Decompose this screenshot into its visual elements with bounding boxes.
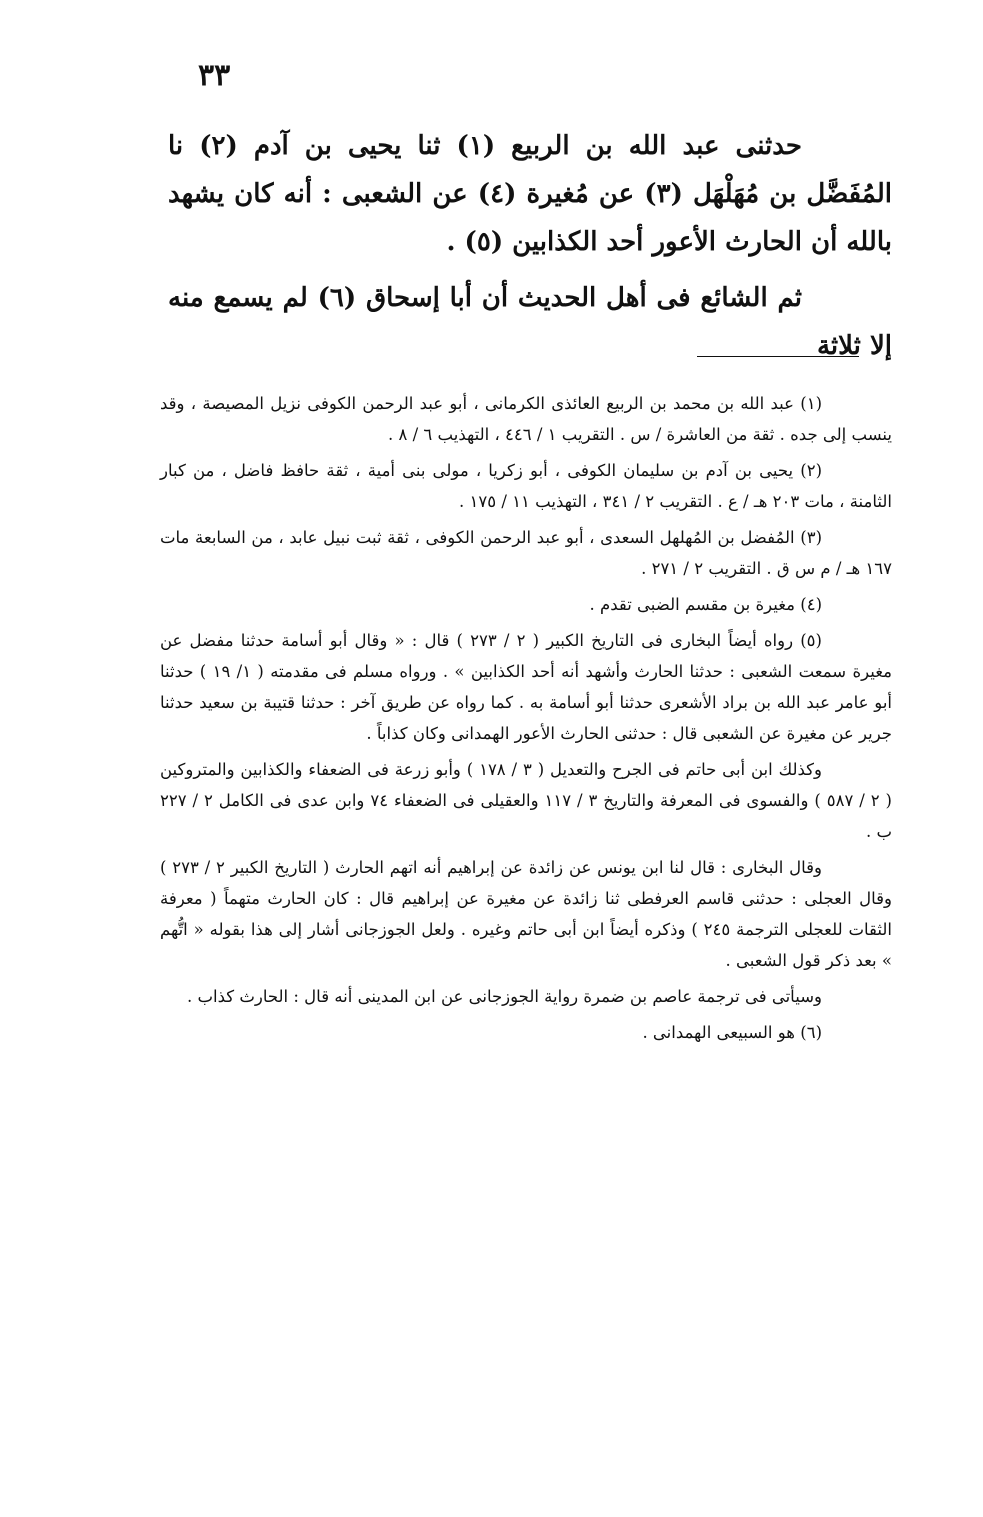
footnote-separator bbox=[697, 356, 859, 357]
footnotes bbox=[160, 388, 892, 1053]
footnote-5-continued-c: وسيأتى فى ترجمة عاصم بن ضمرة رواية الجوزجانى عن ابن المدينى أنه قال : الحارث كذاب . bbox=[186, 987, 822, 1006]
footnote-4: (٤) مغيرة بن مقسم الضبى تقدم . bbox=[589, 595, 822, 614]
footnote-1: (١) عبد الله بن محمد بن الربيع العائذى الكرمانى ، أبو عبد الرحمن الكوفى نزيل المصيصة ، وقد ينسب إلى جده . ثقة من العاشرة / س . التقريب ١ / ٤٤٦ ، التهذيب ٦ / ٨ . bbox=[160, 394, 892, 444]
footnote-5: (٥) رواه أيضاً البخارى فى التاريخ الكبير ( ٢ / ٢٧٣ ) قال : « وقال أبو أسامة حدثنا مفضل عن مغيرة سمعت الشعبى : حدثنا الحارث وأشهد أنه أحد الكذابين » . ورواه مسلم فى مقدمته ( ١/ ١٩ ) حدثنا أبو عامر عبد الله بن براد الأشعرى حدثنا أبو أسامة به . كما رواه عن طريق آخر : حدثنا قتيبة بن سعيد حدثنا جرير عن مغيرة عن الشعبى قال : حدثنى الحارث الأعور الهمدانى وكان كذاباً . bbox=[160, 631, 892, 743]
main-text bbox=[168, 122, 892, 378]
footnote-5-continued-b: وقال البخارى : قال لنا ابن يونس عن زائدة عن إبراهيم أنه اتهم الحارث ( التاريخ الكبير ٢ / ٢٧٣ ) وقال العجلى : حدثنى قاسم العرفطى ثنا زائدة عن مغيرة عن إبراهيم قال : كان الحارث متهماً ( معرفة الثقات للعجلى الترجمة ٢٤٥ ) وذكره أيضاً ابن أبى حاتم وغيره . ولعل الجوزجانى أشار إلى هذا بقوله « اتُّهم » بعد ذكر قول الشعبى . bbox=[160, 858, 892, 970]
footnote-5-continued-a: وكذلك ابن أبى حاتم فى الجرح والتعديل ( ٣ / ١٧٨ ) وأبو زرعة فى الضعفاء والكذابين والمتروكين ( ٢ / ٥٨٧ ) والفسوى فى المعرفة والتاريخ ٣ / ١١٧ والعقيلى فى الضعفاء ٧٤ وابن عدى فى الكامل ٢ / ٢٢٧ ب . bbox=[160, 760, 892, 841]
footnote-6: (٦) هو السبيعى الهمدانى . bbox=[642, 1023, 822, 1042]
footnote-3: (٣) المُفضل بن المُهلهل السعدى ، أبو عبد الرحمن الكوفى ، ثقة ثبت نبيل عابد ، من السابعة مات ١٦٧ هـ / م س ق . التقريب ٢ / ٢٧١ . bbox=[160, 528, 892, 578]
main-paragraph-2: ثم الشائع فى أهل الحديث أن أبا إسحاق (٦) لم يسمع منه إلا ثلاثة bbox=[168, 283, 892, 361]
main-paragraph-1: حدثنى عبد الله بن الربيع (١) ثنا يحيى بن آدم (٢) نا المُفَضَّل بن مُهَلْهَل (٣) عن مُغيرة (٤) عن الشعبى : أنه كان يشهد بالله أن الحارث الأعور أحد الكذابين (٥) . bbox=[168, 131, 892, 257]
page-number: ٣٣ bbox=[198, 58, 231, 93]
footnote-2: (٢) يحيى بن آدم بن سليمان الكوفى ، أبو زكريا ، مولى بنى أمية ، ثقة حافظ فاضل ، من كبار الثامنة ، مات ٢٠٣ هـ / ع . التقريب ٢ / ٣٤١ ، التهذيب ١١ / ١٧٥ . bbox=[160, 461, 892, 511]
